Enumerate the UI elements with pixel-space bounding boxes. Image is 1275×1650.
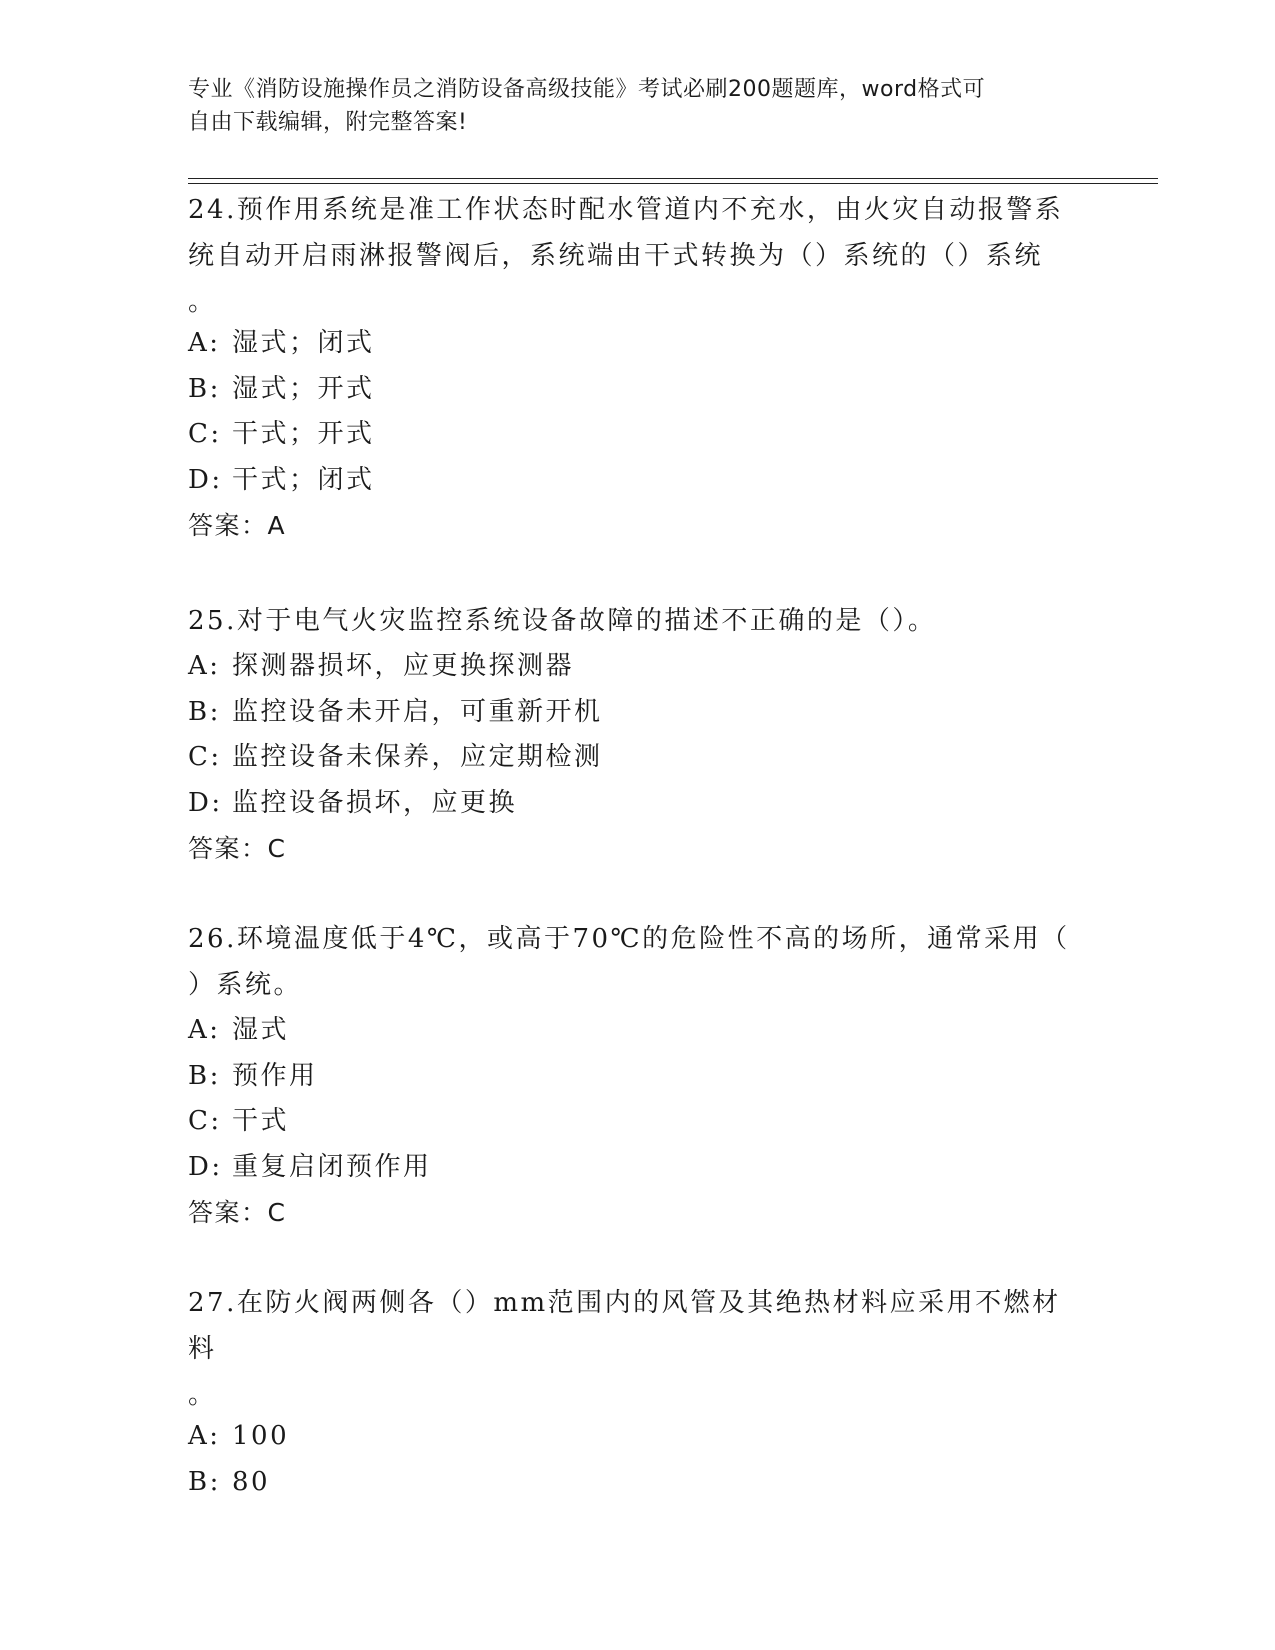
question-stem-line-2: ）系统。 [188,970,303,1000]
option-letter: C: [188,419,222,449]
option-letter: C: [188,742,222,772]
answer-line: 答案：C [188,1198,287,1227]
question-25 [188,598,1088,872]
option-text: 干式 [232,1106,290,1136]
option-c [188,412,1088,458]
option-a [188,1414,1088,1460]
header-line-1: 专业《消防设施操作员之消防设备高级技能》考试必刷200题题库，word格式可 [188,77,986,102]
option-text: 湿式 [232,1015,290,1045]
option-a [188,644,1088,690]
option-text: 监控设备未保养，应定期检测 [232,742,603,772]
option-letter: A: [188,328,221,358]
option-b [188,367,1088,413]
option-c [188,1099,1088,1145]
option-letter: D: [188,787,223,818]
option-text: 80 [232,1466,271,1497]
option-text: 预作用 [232,1060,318,1091]
option-text: 干式；闭式 [232,464,375,495]
question-stem-tail: 。 [188,287,217,317]
option-letter: B: [188,373,221,404]
question-stem-line-1: 27.在防火阀两侧各（）mm范围内的风管及其绝热材料应采用不燃材料 [188,1288,1061,1364]
option-b [188,1460,1088,1506]
option-letter: C: [188,1106,222,1136]
option-text: 湿式；开式 [232,373,375,404]
option-text: 湿式；闭式 [232,328,375,358]
option-d [188,1145,1088,1191]
header-divider-top [188,178,1158,179]
option-text: 监控设备未开启，可重新开机 [232,696,603,727]
option-a [188,321,1088,367]
option-d [188,458,1088,504]
answer-line: 答案：A [188,511,287,540]
header-line-2: 自由下载编辑，附完整答案! [188,110,468,135]
option-letter: A: [188,1421,221,1451]
header-divider-bottom [188,183,1158,184]
question-stem-tail: 。 [188,1380,217,1410]
option-letter: D: [188,1151,223,1182]
option-b [188,690,1088,736]
question-stem-line-1: 24.预作用系统是准工作状态时配水管道内不充水，由火灾自动报警系 [188,195,1064,225]
option-d [188,781,1088,827]
question-stem-line-2: 统自动开启雨淋报警阀后，系统端由干式转换为（）系统的（）系统 [188,241,1044,271]
option-letter: B: [188,1466,221,1497]
option-text: 100 [232,1421,290,1451]
document-header [188,73,1068,139]
question-stem-line-1: 25.对于电气火灾监控系统设备故障的描述不正确的是（）。 [188,606,937,636]
option-letter: A: [188,1015,221,1045]
option-a [188,1008,1088,1054]
option-text: 探测器损坏，应更换探测器 [232,651,575,681]
option-text: 重复启闭预作用 [232,1151,432,1182]
option-c [188,735,1088,781]
answer-line: 答案：C [188,834,287,863]
option-text: 监控设备损坏，应更换 [232,787,518,818]
option-b [188,1054,1088,1100]
option-letter: D: [188,464,223,495]
question-27 [188,1280,1088,1505]
question-stem-line-1: 26.环境温度低于4℃，或高于70℃的危险性不高的场所，通常采用（ [188,924,1070,954]
question-26 [188,916,1088,1236]
option-letter: B: [188,1060,221,1091]
option-letter: A: [188,651,221,681]
option-letter: B: [188,696,221,727]
option-text: 干式；开式 [232,419,375,449]
question-24 [188,187,1088,549]
